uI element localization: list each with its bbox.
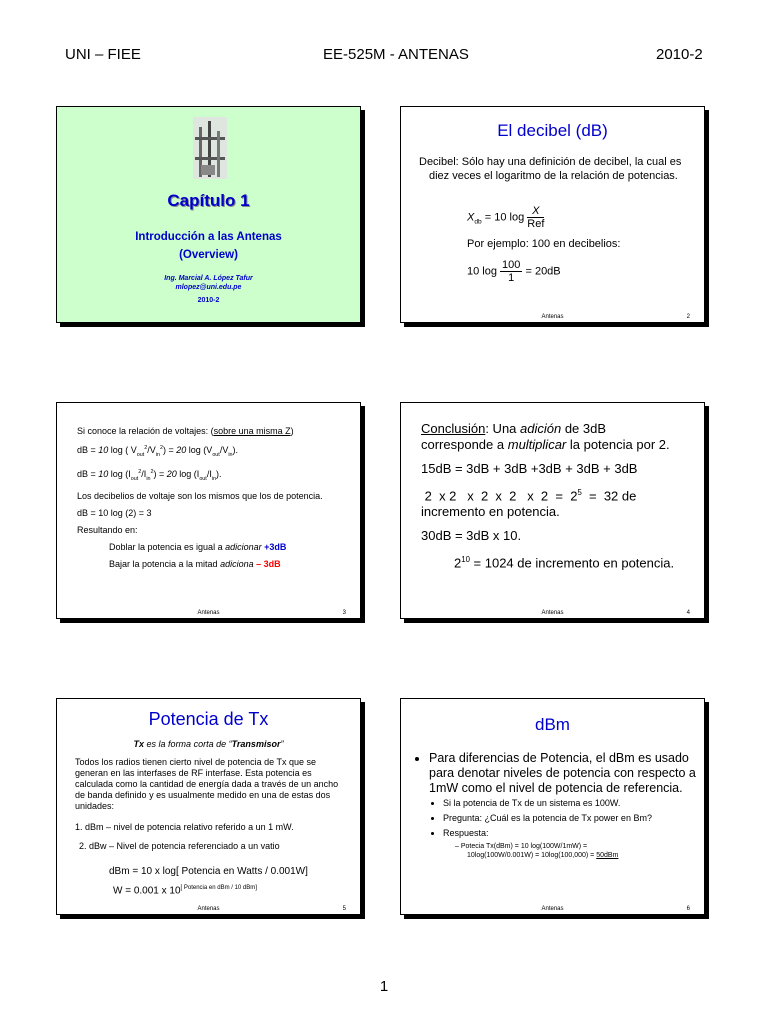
slide-5-equation-1: dBm = 10 x log[ Potencia en Watts / 0.001W]	[109, 866, 308, 877]
slide-6-calc-1: – Potecia Tx(dBm) = 10 log(100W/1mW) =	[455, 843, 588, 850]
slide-2-example: Por ejemplo: 100 en decibelios:	[467, 238, 621, 250]
slide-4-body	[421, 421, 701, 572]
slide-5-subtitle: Tx es la forma corta de “Transmisor”	[133, 739, 284, 749]
slide-number: 2	[686, 314, 690, 320]
slide-6	[400, 698, 705, 915]
slide-1-date: 2010-2	[197, 297, 220, 304]
slide-6-bullet-list	[415, 751, 699, 796]
slide-3-line-6: Resultando en:	[77, 524, 138, 535]
slide-3-body	[77, 425, 347, 570]
slide-3-line-3: dB = 10 $\log (I_{out}^2/I_{in}^2) = 20$ $\log (I_{out}/I_{in})$.	[77, 468, 222, 482]
header-course-org: UNI – FIEE	[65, 46, 141, 63]
slide-4-line-6: 30dB = 3dB x 10.	[421, 528, 522, 544]
slide-4	[400, 402, 705, 619]
slide-1-author: Ing. Marcial A. López Tafur	[164, 275, 253, 282]
slide-1	[56, 106, 361, 323]
slide-footer-label: Antenas	[197, 906, 220, 912]
slide-number: 6	[686, 906, 690, 912]
slide-5-item-2: 2. dBw – Nivel de potencia referenciado a un vatio	[79, 841, 280, 851]
slide-6-sub-1: • Si la potencia de Tx de un sistema es 100W.	[443, 798, 699, 809]
slide-4-line-3: 15dB = 3dB + 3dB +3dB + 3dB + 3dB	[421, 461, 638, 476]
slide-6-sub-3: • Respuesta:	[443, 828, 699, 839]
slide-5	[56, 698, 361, 915]
slide-3-line-5: dB = 10 log (2) = 3	[77, 507, 152, 518]
slide-2-equation-2: 10 log $\frac{100}{1}$ = 20dB	[467, 259, 561, 285]
header-term: 2010-2	[656, 46, 703, 63]
antenna-image	[193, 117, 227, 179]
slide-4-line-7: $2^{10} = 1024$ de incremento en potencia.	[454, 555, 675, 571]
slide-4-line-2: corresponde a multiplicar la potencia por 2.	[421, 437, 670, 452]
slide-footer-label: Antenas	[541, 314, 564, 320]
slide-number: 4	[686, 610, 690, 616]
slide-3-line-4: Los decibelios de voltaje son los mismos que los de potencia.	[77, 490, 323, 501]
slide-4-line-4: 2 x 2 x 2 x 2 x $2 = 2^5 = 32$ de	[421, 488, 637, 504]
slide-footer-label: Antenas	[197, 610, 220, 616]
slide-2-text: Decibel: Sólo hay una definición de decibel, la cual es diez veces el logaritmo de la relación de potencias.	[419, 156, 682, 182]
slide-6-sub-2: • Pregunta: ¿Cuál es la potencia de Tx power en Bm?	[443, 813, 699, 824]
slide-3-line-1: Si conoce la relación de voltajes: (sobre una misma Z)	[77, 426, 294, 436]
slide-4-line-1: Conclusión: Una adición de 3dB	[421, 421, 607, 436]
slide-footer-label: Antenas	[541, 906, 564, 912]
slide-3-line-2: dB = 10 log ( $V_{out}^2/V_{in}^2) = 20$ $\log (V_{out}/V_{in})$.	[77, 445, 239, 458]
slide-3-line-7: Doblar la potencia es igual a adicionar +3dB	[109, 541, 287, 552]
slide-1-email: mlopez@uni.edu.pe	[175, 284, 242, 291]
slide-6-body	[415, 751, 699, 860]
header-course-code: EE-525M - ANTENAS	[323, 46, 469, 63]
slide-1-title: Capítulo 1	[167, 191, 250, 210]
slide-3-line-8: Bajar la potencia a la mitad adiciona – 3dB	[109, 558, 281, 569]
slide-1-subtitle: Introducción a las Antenas	[135, 231, 282, 243]
slide-number: 5	[342, 906, 346, 912]
slide-4-line-5: incremento en potencia.	[421, 504, 560, 520]
slide-1-subtitle-2: (Overview)	[179, 249, 238, 261]
slide-5-item-1: 1. dBm – nivel de potencia relativo referido a un 1 mW.	[75, 822, 294, 832]
slide-number: 3	[342, 610, 346, 616]
slide-6-calc-2: 10log(100W/0.001W) = 10log(100,000) = 50dBm	[467, 852, 619, 859]
slide-5-title: Potencia de Tx	[148, 709, 269, 729]
slide-2	[400, 106, 705, 323]
slide-5-equation-2: W = 0.001 x 10[ Potencia en dBm / 10 dBm]	[113, 885, 257, 897]
slide-6-bullet: • Para diferencias de Potencia, el dBm es usado para denotar niveles de potencia con respecto a 1mW como el nivel de potencia de referencia.	[429, 751, 699, 796]
slide-5-paragraph: Todos los radios tienen cierto nivel de potencia de Tx que se generan en las interfases de RF interfase. Esta potencia es calculada como la cantidad de energía dada a través de un ancho de banda definido y es usualmente medido en una de estas dos unidades:	[75, 757, 339, 811]
slide-2-equation-1: $X_{db} = 10$ log $\frac{X}{\text{Ref}}$	[467, 205, 545, 231]
slide-6-calc	[455, 842, 699, 860]
slide-3	[56, 402, 361, 619]
slide-2-title: El decibel (dB)	[497, 121, 608, 140]
slide-6-title: dBm	[535, 715, 570, 734]
slide-footer-label: Antenas	[541, 610, 564, 616]
slide-6-sub-list	[429, 798, 699, 839]
page-number: 1	[379, 978, 389, 995]
